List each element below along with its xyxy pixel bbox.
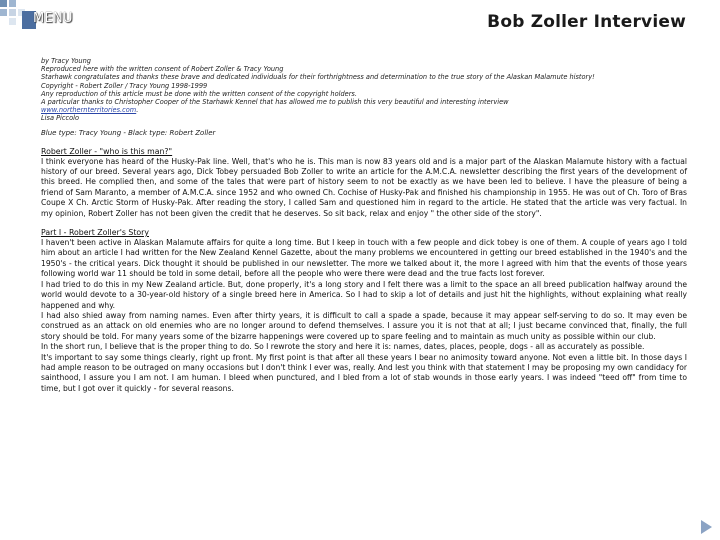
color-legend: Blue type: Tracy Young - Black type: Robert Zoller (41, 128, 216, 137)
paragraph: I think everyone has heard of the Husky-Pak line. Well, that's who he is. This man is now 83 years old and is a major part of the Alaskan Malamute history with a factual history of our breed. Several years ago, Dick Tobey persuaded Bob Zoller to write an article for the A.M.C.A. newsletter describing the first years of the development of this breed. He complied then, and some of the tales that were part of history seem to not be exactly as we have been led to believe. I have the pleasure of being a friend of Sam Maranto, a member of A.M.C.A. since 1952 and who owned Ch. Cochise of Husky-Pak and finished his championship in 1955. He was out of Ch. Toro of Bras Coupe X Ch. Arctic Storm of Husky-Pak. After reading the story, I called Sam and questioned him in regard to the article. He stated that the article was very factual. In my opinion, Robert Zoller has not been given the credit that he deserves. So sit back, relax and enjoy " the other side of the story". (41, 156, 687, 218)
credit-line: Reproduced here with the written consent of Robert Zoller & Tracy Young (41, 65, 284, 74)
paragraph: I had tried to do this in my New Zealand article. But, done properly, it's a long story and I felt there was a limit to the space an all breed publication halfway around the world would devote to a 30-year-old history of a single breed here in America. So I had to skip a lot of details and just hit the highlights, without explaining what really happened and why. (41, 279, 687, 310)
credit-line: by Tracy Young (41, 57, 91, 65)
paragraph: I had also shied away from naming names. Even after thirty years, it is difficult to call a spade a spade, because it may appear self-serving to do so. It may even be construed as an attack on old enemies who are no longer around to defend themselves. I assure you it is not that at all; I just became convinced that, finally, the full story should be told. For many years some of the bizarre happenings were covered up to spare feeling and to maintain as much unity as possible within our club. (41, 310, 687, 341)
paragraph: I haven't been active in Alaskan Malamute affairs for quite a long time. But I keep in touch with a few people and dick tobey is one of them. A couple of years ago I told him about an article I had written for the New Zealand Kennel Gazette, about the many problems we encountered in getting our breed established in the 1940's and the 1950's - the critical years. Dick thought it should be published in our newsletter. The more we talked about it, the more I agreed with him that the events of those years following world war 11 should be told in some detail, before all the people who were there were dead and the true facts lost forever. (41, 238, 687, 279)
section-title: Robert Zoller - "who is this man?" (41, 146, 173, 156)
section-title: Part I - Robert Zoller's Story (41, 228, 149, 238)
next-arrow-icon[interactable] (701, 520, 712, 534)
website-link[interactable]: www.northernterritories.com (41, 106, 137, 115)
credit-line: A particular thanks to Christopher Cooper of the Starhawk Kennel that has allowed me to publish this very beautiful and interesting interview (41, 98, 509, 107)
credit-line: Copyright - Robert Zoller / Tracy Young 1998-1999 (41, 81, 208, 90)
page-title: Bob Zoller Interview (487, 12, 686, 32)
credit-line: Starhawk congratulates and thanks these brave and dedicated individuals for their forthrightness and determination to the true story of the Alaskan Malamute history! (41, 73, 595, 82)
credits-block (41, 57, 687, 123)
signature: Lisa Piccolo (41, 114, 80, 123)
link-period: . (136, 106, 139, 115)
menu-button-label[interactable]: MENU (33, 11, 73, 26)
article-body (41, 57, 687, 394)
paragraph: In the short run, I believe that is the proper thing to do. So I rewrote the story and here it is: names, dates, places, people, dogs - all as accurately as possible. (41, 342, 645, 352)
credit-line: Any reproduction of this article must be done with the written consent of the copyright holders. (41, 89, 357, 98)
paragraph: It's important to say some things clearly, right up front. My first point is that after all these years I bear no animosity toward anyone. Not even a little bit. In those days I had ample reason to be outraged on many occasions but I don't think I ever was, really. And lest you think with that statement I may be proposing my own candidacy for sainthood, I assure you I am not. I am human. I bleed when punctured, and I bled from a lot of stab wounds in those early years. I was indeed "teed off" from time to time, but I got over it quickly - for several reasons. (41, 352, 687, 393)
